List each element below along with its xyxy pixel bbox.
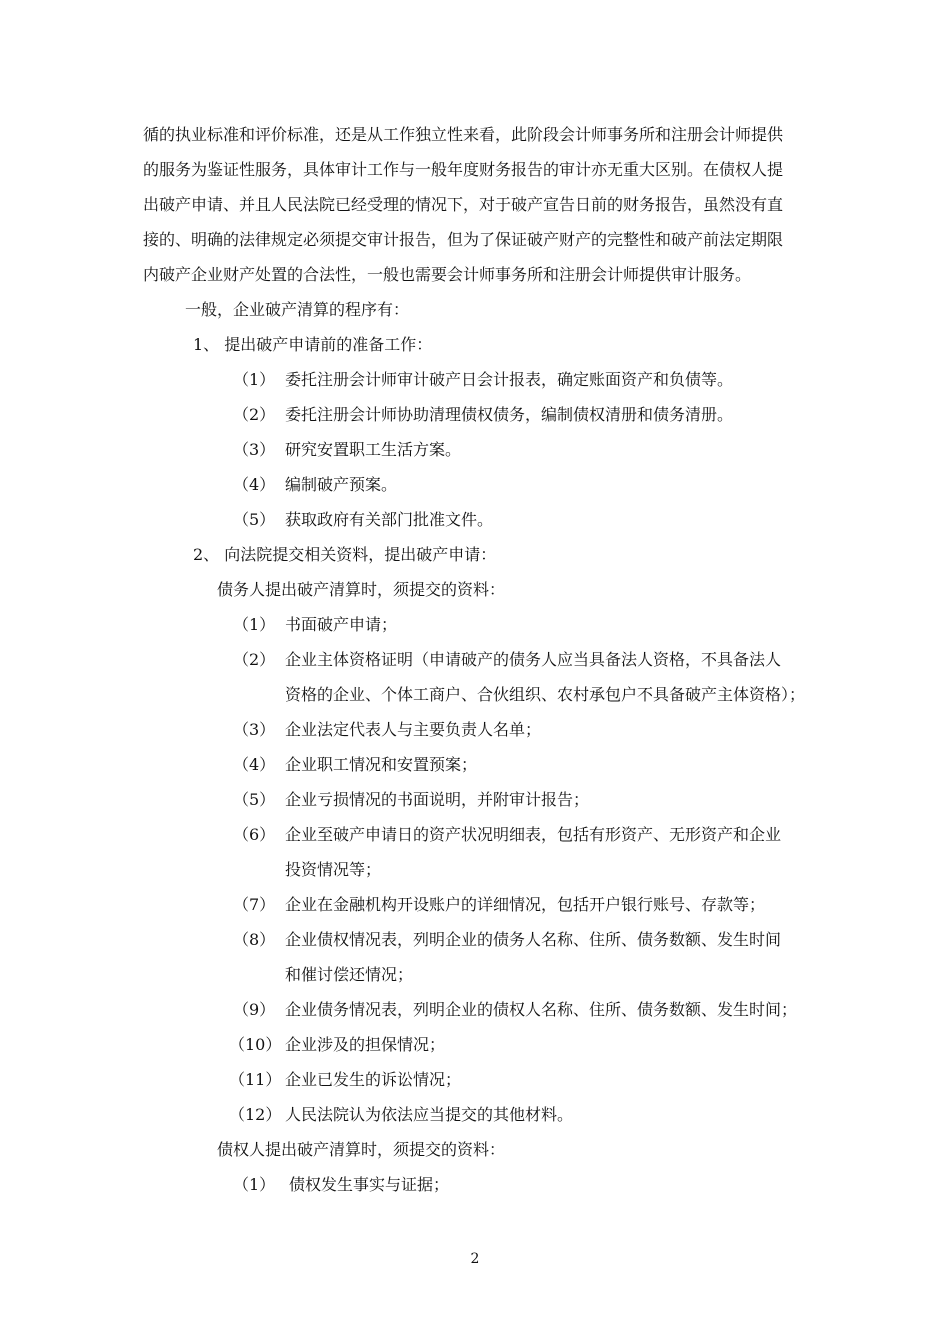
list-item-number: （7） [233,895,276,914]
list-item-number: （6） [233,825,276,844]
list-item-number: （2） [233,650,276,669]
paragraph-line: 的服务为鉴证性服务，具体审计工作与一般年度财务报告的审计亦无重大区别。在债权人提 [143,160,784,179]
list-item-number: （4） [233,755,276,774]
list-item-text: 企业涉及的担保情况； [285,1035,446,1054]
list-item-number: （1） [233,370,276,389]
list-item-text: 人民法院认为依法应当提交的其他材料。 [285,1105,574,1124]
list-item-number: （3） [233,440,276,459]
page-number: 2 [470,1251,480,1267]
list-item-text: 企业法定代表人与主要负责人名单； [285,720,542,739]
list-item-text: 企业债权情况表，列明企业的债务人名称、住所、债务数额、发生时间 [285,930,782,949]
list-item-text: 委托注册会计师审计破产日会计报表，确定账面资产和负债等。 [285,370,734,389]
list-item-text: 投资情况等； [285,860,382,879]
section-heading: 2、 向法院提交相关资料，提出破产申请： [193,545,497,564]
creditor-intro: 债权人提出破产清算时，须提交的资料： [217,1140,506,1159]
list-item-text: 资格的企业、个体工商户、合伙组织、农村承包户不具备破产主体资格）； [285,685,806,704]
list-item-text: 企业至破产申请日的资产状况明细表，包括有形资产、无形资产和企业 [285,825,782,844]
list-item-text: 委托注册会计师协助清理债权债务，编制债权清册和债务清册。 [285,405,734,424]
procedure-intro: 一般，企业破产清算的程序有： [185,300,410,319]
list-item-text: 书面破产申请； [285,615,398,634]
list-item-number: （1） [233,615,276,634]
debtor-intro: 债务人提出破产清算时，须提交的资料： [217,580,506,599]
section-heading: 1、 提出破产申请前的准备工作： [193,335,433,354]
paragraph-line: 内破产企业财产处置的合法性，一般也需要会计师事务所和注册会计师提供审计服务。 [143,265,752,284]
list-item-text: 债权发生事实与证据； [289,1175,450,1194]
paragraph-line: 出破产申请、并且人民法院已经受理的情况下，对于破产宣告日前的财务报告，虽然没有直 [143,195,784,214]
list-item-number: （3） [233,720,276,739]
list-item-number: （4） [233,475,276,494]
list-item-number: （2） [233,405,276,424]
list-item-text: 获取政府有关部门批准文件。 [285,510,494,529]
list-item-number: （10） [229,1035,282,1054]
list-item-text: 企业主体资格证明（申请破产的债务人应当具备法人资格，不具备法人 [285,650,782,669]
list-item-number: （5） [233,790,276,809]
paragraph-line: 循的执业标准和评价标准，还是从工作独立性来看，此阶段会计师事务所和注册会计师提供 [143,125,784,144]
list-item-text: 研究安置职工生活方案。 [285,440,462,459]
list-item-text: 企业亏损情况的书面说明，并附审计报告； [285,790,590,809]
list-item-text: 和催讨偿还情况； [285,965,414,984]
list-item-number: （11） [229,1070,282,1089]
list-item-text: 企业债务情况表，列明企业的债权人名称、住所、债务数额、发生时间； [285,1000,798,1019]
list-item-text: 企业职工情况和安置预案； [285,755,478,774]
paragraph-line: 接的、明确的法律规定必须提交审计报告，但为了保证破产财产的完整性和破产前法定期限 [143,230,784,249]
list-item-number: （9） [233,1000,276,1019]
list-item-number: （1） [233,1175,276,1194]
list-item-number: （12） [229,1105,282,1124]
list-item-text: 企业在金融机构开设账户的详细情况，包括开户银行账号、存款等； [285,895,766,914]
list-item-text: 编制破产预案。 [285,475,398,494]
list-item-number: （8） [233,930,276,949]
list-item-text: 企业已发生的诉讼情况； [285,1070,462,1089]
list-item-number: （5） [233,510,276,529]
